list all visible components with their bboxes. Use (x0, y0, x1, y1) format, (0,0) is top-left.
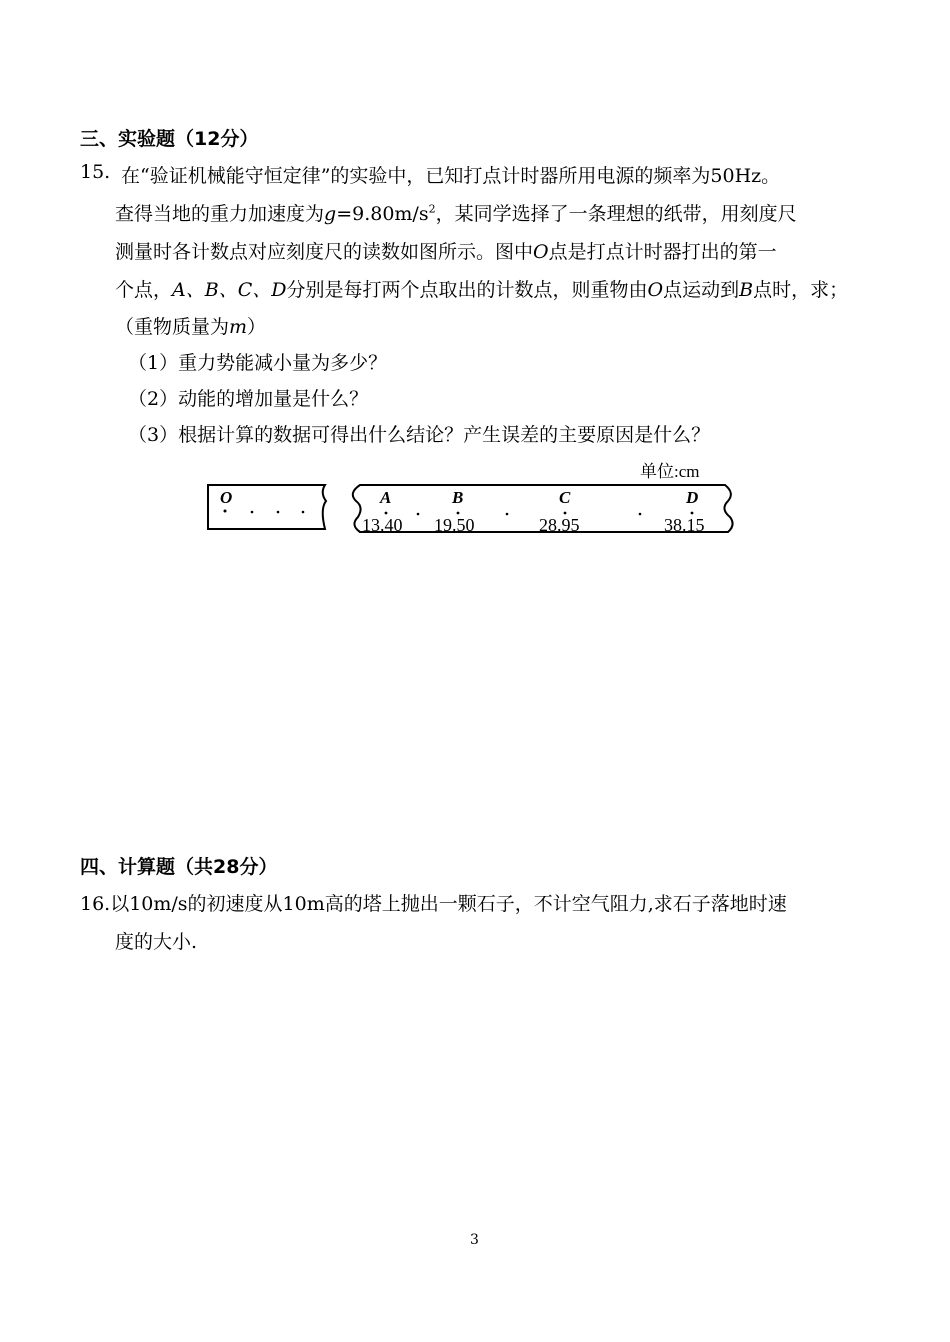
q15-line-4-text-a: 个点， (115, 279, 173, 301)
q16-line-1: 16.以10m/s的初速度从10m高的塔上抛出一颗石子，不计空气阻力,求石子落地时速 (80, 893, 787, 915)
q15-line-5-text-b: ） (247, 316, 267, 338)
dot (639, 513, 642, 516)
unit-label: 单位:cm (640, 462, 700, 481)
label-b: B (452, 488, 464, 507)
reading-c: 28.95 (539, 515, 580, 535)
q15-line-4-text-d: 点时，求； (753, 279, 849, 301)
q15-line-4 (115, 275, 848, 302)
q15-line-4-text-b: 分别是每打两个点取出的计数点，则重物由 (286, 279, 648, 301)
count-points-symbols: A、B、C、D (172, 279, 287, 301)
dot (277, 511, 280, 514)
dot-d (691, 512, 694, 515)
q15-line-4-text-c: 点运动到 (663, 279, 740, 301)
dot-c (564, 512, 567, 515)
q15-line-5-text-a: （重物质量为 (115, 316, 230, 338)
q15-sub-2: （2）动能的增加量是什么？ (128, 388, 369, 410)
dot (251, 511, 254, 514)
reading-a: 13.40 (362, 515, 403, 535)
dot (302, 511, 305, 514)
label-d: D (686, 488, 699, 507)
q15-line-5 (115, 312, 266, 339)
paper-tape-figure (200, 455, 745, 545)
label-a: A (380, 488, 392, 507)
q15-line-3-text-a: 测量时各计数点对应刻度尺的读数如图所示。图中 (115, 241, 534, 263)
q15-line-2-text-c: ，某同学选择了一条理想的纸带，用刻度尺 (435, 203, 797, 225)
reading-d: 38.15 (664, 515, 705, 535)
gravity-exponent: 2 (428, 202, 436, 216)
q15-line-2 (115, 199, 797, 226)
dot-a (385, 512, 388, 515)
label-c: C (559, 488, 571, 507)
page-number: 3 (470, 1232, 479, 1248)
point-o-symbol: O (533, 241, 549, 263)
section-4-heading: 四、计算题（共28分） (80, 856, 278, 878)
dot-o (224, 510, 227, 513)
dot (506, 513, 509, 516)
q15-line-2-text-a: 查得当地的重力加速度为 (115, 203, 325, 225)
point-o-symbol-2: O (647, 279, 664, 301)
reading-b: 19.50 (434, 515, 475, 535)
q15-number: 15. (80, 161, 111, 183)
point-b-symbol: B (739, 279, 754, 301)
q15-sub-1: （1）重力势能减小量为多少？ (128, 352, 388, 374)
q15-line-3-text-b: 点是打点计时器打出的第一 (548, 241, 777, 263)
q15-line-1: 在“验证机械能守恒定律”的实验中，已知打点计时器所用电源的频率为50Hz。 (121, 165, 781, 187)
dot-b (457, 512, 460, 515)
gravity-symbol: g (324, 203, 337, 225)
label-o: O (220, 488, 233, 507)
mass-symbol: m (229, 316, 248, 338)
q15-sub-3: （3）根据计算的数据可得出什么结论？产生误差的主要原因是什么？ (128, 424, 711, 446)
dot (417, 513, 420, 516)
section-3-heading: 三、实验题（12分） (80, 128, 259, 150)
q16-line-2: 度的大小. (115, 931, 198, 953)
gravity-value: =9.80m/s (336, 203, 429, 225)
q15-line-3 (115, 237, 777, 264)
